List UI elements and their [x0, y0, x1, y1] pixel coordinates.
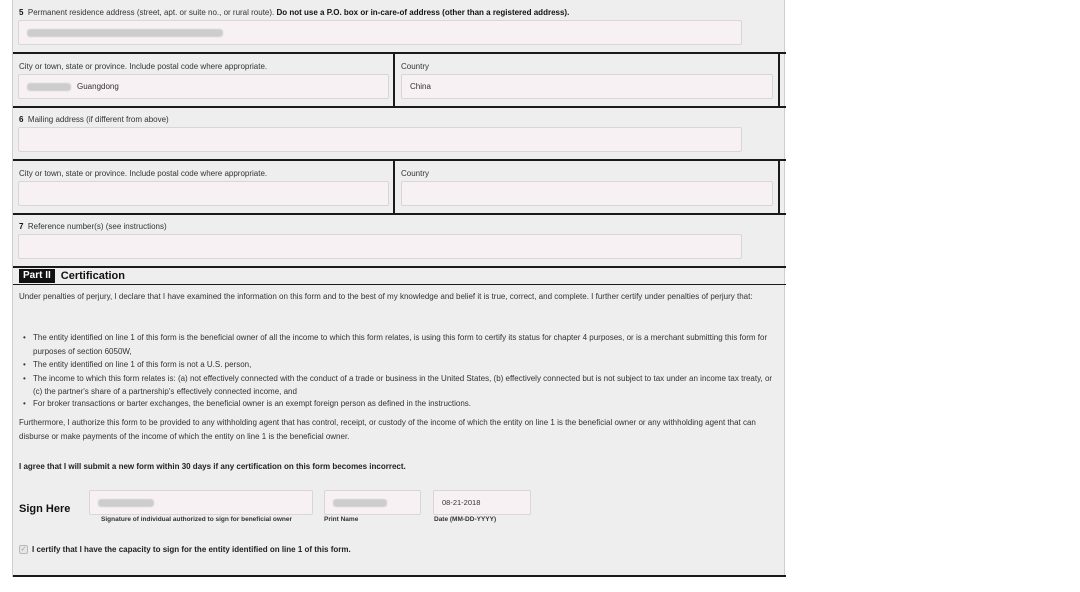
certification-bullet: • For broker transactions or barter exchanges, the beneficial owner is an exempt foreign person as defined in the instructions. — [23, 399, 783, 409]
line5-country-label: Country — [401, 62, 430, 71]
part2-title: Certification — [60, 270, 125, 282]
certification-bullet: • The entity identified on line 1 of this form is not a U.S. person, — [23, 358, 783, 372]
divider — [393, 54, 395, 106]
date-label: Date (MM-DD-YYYY) — [434, 516, 497, 523]
line5-country-value: China — [410, 82, 431, 91]
line5-city-value: Guangdong — [77, 82, 119, 91]
divider — [13, 106, 786, 108]
redacted-print-name — [333, 499, 387, 507]
certification-bullet: • The income to which this form relates is: (a) not effectively connected with the conduct of a trade or business in the United States, (b) effectively connected but is not subject to tax under an income tax treaty, or (c) the partner's share of a partnership's effectively connected income, and — [23, 372, 783, 399]
part2-tag: Part II — [19, 269, 55, 283]
mailing-address-input[interactable] — [18, 127, 742, 152]
line6-city-label: City or town, state or province. Include postal code where appropriate. — [19, 169, 268, 178]
line6-number: 6 — [19, 115, 24, 124]
certification-bullets — [23, 331, 783, 409]
divider — [393, 161, 395, 213]
line7-label-text: Reference number(s) (see instructions) — [27, 222, 167, 231]
capacity-row — [19, 545, 351, 554]
line5-label-text: Permanent residence address (street, apt. or suite no., or rural route). — [27, 8, 275, 17]
divider — [778, 54, 780, 106]
capacity-text: I certify that I have the capacity to sign for the entity identified on line 1 of this form. — [32, 545, 351, 554]
certification-furthermore: Furthermore, I authorize this form to be provided to any withholding agent that has control, receipt, or custody of the income of which the entity on line 1 is the beneficial owner or any withholding agent that can disburse or make payments of the income of which the entity on line 1 is the beneficial owner. — [19, 418, 756, 441]
signature-label: Signature of individual authorized to sign for beneficial owner — [101, 516, 293, 523]
line7-label — [19, 222, 167, 231]
divider — [778, 161, 780, 213]
line6-label — [19, 115, 169, 124]
print-name-label: Print Name — [324, 516, 359, 523]
line5-country-input[interactable] — [401, 74, 773, 99]
divider — [13, 575, 786, 577]
line6-label-text: Mailing address (if different from above) — [27, 115, 169, 124]
certification-agree: I agree that I will submit a new form within 30 days if any certification on this form becomes incorrect. — [19, 462, 406, 471]
line5-label — [19, 8, 569, 17]
permanent-address-input[interactable] — [18, 20, 742, 45]
line6-country-label: Country — [401, 169, 430, 178]
part2-header — [19, 269, 125, 283]
redacted-city — [27, 83, 71, 91]
divider — [13, 52, 786, 54]
divider — [13, 284, 786, 285]
w8-form-page — [12, 0, 785, 577]
divider — [13, 266, 786, 268]
line5-number: 5 — [19, 8, 24, 17]
sign-here-label: Sign Here — [19, 503, 71, 515]
line6-city-input[interactable] — [18, 181, 389, 206]
print-name-input[interactable] — [324, 490, 421, 515]
capacity-checkbox[interactable]: ✓ — [20, 546, 27, 553]
line5-city-input[interactable] — [18, 74, 389, 99]
line5-label-bold: Do not use a P.O. box or in-care-of address (other than a registered address). — [276, 8, 570, 17]
line7-number: 7 — [19, 222, 24, 231]
divider — [13, 213, 786, 215]
line6-country-input[interactable] — [401, 181, 773, 206]
certification-bullet: • The entity identified on line 1 of this form is the beneficial owner of all the income to which this form relates, is using this form to certify its status for chapter 4 purposes, or is a merchant submitting this form for purposes of section 6050W, — [23, 331, 783, 358]
reference-number-input[interactable] — [18, 234, 742, 259]
redacted-address — [27, 29, 223, 37]
date-input[interactable] — [433, 490, 531, 515]
certification-intro: Under penalties of perjury, I declare that I have examined the information on this form and to the best of my knowledge and belief it is true, correct, and complete. I further certify under penalties of perjury that: — [19, 292, 753, 301]
divider — [13, 159, 786, 161]
date-value: 08-21-2018 — [442, 498, 481, 507]
line5-city-label: City or town, state or province. Include postal code where appropriate. — [19, 62, 268, 71]
signature-input[interactable] — [89, 490, 313, 515]
redacted-signature — [98, 499, 154, 507]
